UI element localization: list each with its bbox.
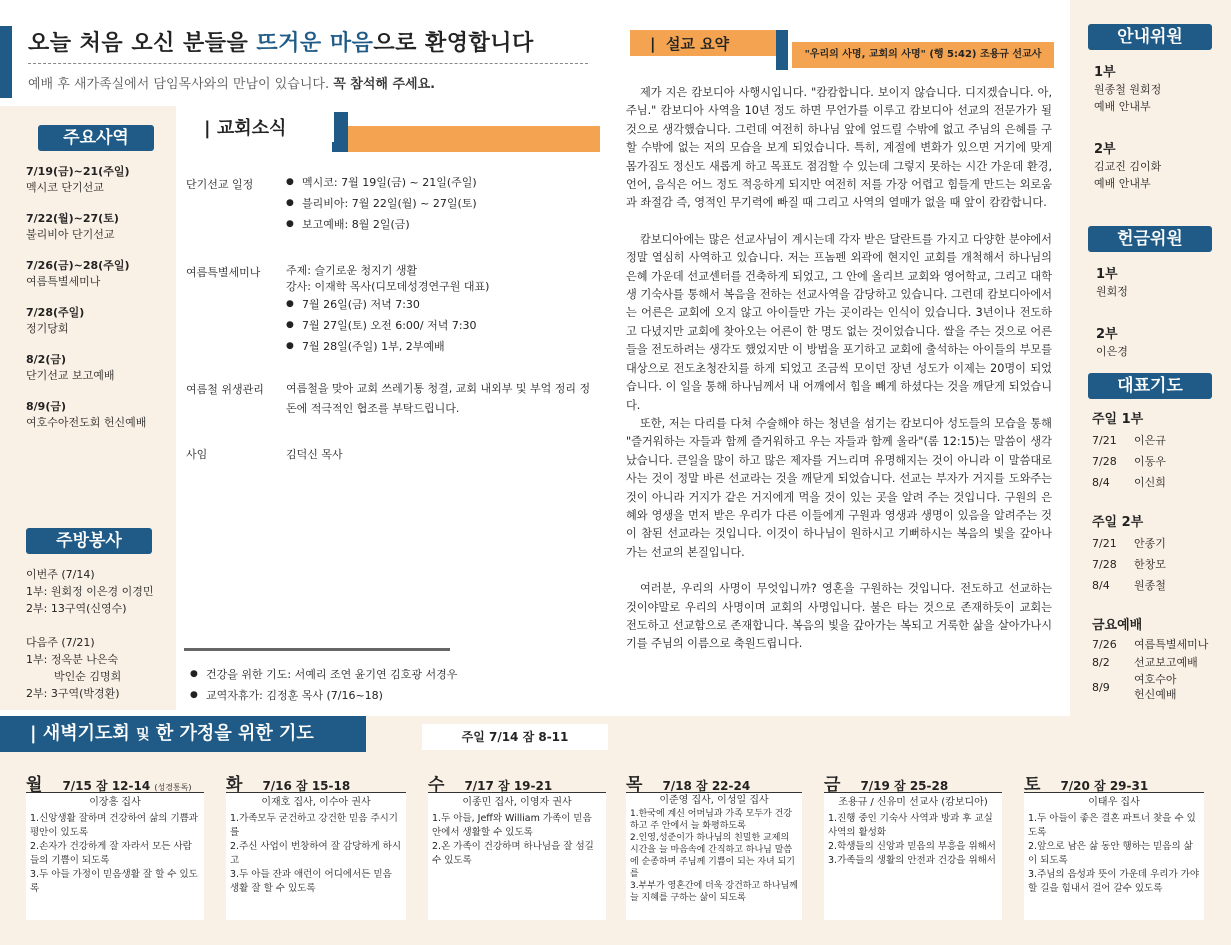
prayer-row: 8/9 여호수아 헌신예배: [1092, 673, 1177, 701]
news-seminar-topic: 주제: 슬기로운 청지기 생활: [286, 264, 418, 277]
main-events-list: [26, 164, 174, 431]
welcome-subtitle: 예배 후 새가족실에서 담임목사와의 만남이 있습니다. 꼭 참석해 주세요.: [28, 77, 436, 92]
sermon-label-blue: [776, 30, 788, 70]
event-item: 7/28(주일) 정기당회: [26, 306, 85, 335]
event-item: 7/19(금)~21(주일) 멕시코 단기선교: [26, 165, 130, 194]
rep-prayer-list: 주일 1부 7/21 이은규 7/28 이동우 8/4 이신희 주일 2부 7/21 안종기 7/28 한창모 8/4 원종철 금요예배 7/26 여름특별세미나 8/2 선교보고예배 8/9 여호수아 헌신예배: [1092, 408, 1228, 702]
day-card-mon: 월 7/15 잠 12-14 (성경통독) 이장흥 집사 1.신앙생활 잘하며 건강하여 삶의 기쁨과 평안이 있도록 2.손자가 건강하게 잘 자라서 모든 사람들의 기쁨이 되도록 3.두 아들 가정이 믿음생활 잘 할 수 있도록: [20, 762, 210, 930]
prayer-row: 7/28 한창모: [1092, 558, 1166, 571]
day-card-wed: 수 7/17 잠 19-21 이종민 집사, 이영자 권사 1.두 아들, Jeff와 William 가족이 믿음 안에서 생활할 수 있도록 2.온 가족이 건강하며 하나님을 잘 섬길 수 있도록: [422, 762, 612, 930]
news-item: ● 7월 27일(토) 오전 6:00/ 저녁 7:30: [286, 315, 596, 336]
header-accent-bar: [0, 26, 12, 98]
prayer-row: 7/26 여름특별세미나: [1092, 638, 1209, 651]
prayer-row: 7/21 안종기: [1092, 537, 1166, 550]
news-seminar-label: 여름특별세미나: [186, 266, 261, 279]
prayer-row: 7/21 이은규: [1092, 434, 1166, 447]
prayer-row: 8/4 이신희: [1092, 476, 1166, 489]
news-short-mission-list: [286, 172, 596, 235]
day-card-tue: 화 7/16 잠 15-18 이재호 집사, 이수아 권사 1.가족모두 굳건하고 강건한 믿음 주시기를 2.주신 사업이 번창하여 잘 감당하게 하시고 3.두 아들 잔과 애런이 어디에서든 믿음 생활 잘 할 수 있도록: [220, 762, 412, 930]
ushers-list: 1부 원종철 원회정 예배 안내부 2부 김교진 김이화 예배 안내부: [1094, 65, 1162, 190]
sermon-paragraph: 제가 지은 캄보디아 사행시입니다. "캄캄합니다. 보이지 않습니다. 디지겠습니다. 아, 주님." 캄보디아 사역을 10년 정도 하면 무언가를 이루고 캄보디아 선교의 전문가가 될 것으로 생각했습니다. 그런데 여전히 하나님 앞에 엎드릴 수밖에 없고 주님의 은혜를 구할 수밖에 없는 저의 모습을 보게 되었습니다. 특히, 계절에 변화가 있으면 거기에 맞게 몸가짐도 정신도 새롭게 하고 목표도 점검할 수 있는데 그렇지 못하는 시간 가운데 환경, 언어, 음식은 어느 정도 적응하게 되지만 여전히 저를 가장 어렵고 힘들게 만드는 외로움과 좌절감 즉, 영적인 무기력에 빠질 때 그리고 사역의 열매가 없을 때 앞이 캄캄합니다.: [626, 86, 1052, 210]
welcome-title: 오늘 처음 오신 분들을 뜨거운 마음으로 환영합니다: [28, 31, 534, 56]
news-header-bar: [346, 126, 600, 152]
offering-list: 1부 원회정 2부 이은경: [1096, 267, 1128, 358]
news-hygiene-text: 여름철을 맞아 교회 쓰레기통 청결, 교회 내외부 및 부엌 정리 정돈에 적극적인 협조를 부탁드립니다.: [286, 382, 591, 415]
event-item: 8/2(금) 단기선교 보고예배: [26, 353, 115, 382]
sermon-paragraph: 여러분, 우리의 사명이 무엇입니까? 영혼을 구원하는 것입니다. 전도하고 선교하는 것이야말로 우리의 사명이며 교회의 사명입니다. 불은 타는 것으로 존재하듯이 교회는 전도하고 선교함으로 존재합니다. 복음의 빛을 갚아가는 복되고 거룩한 삶을 살아가나시기를 주님의 이름으로 축원드립니다.: [626, 582, 1052, 651]
news-title: | 교회소식: [204, 118, 287, 139]
news-item: ● 7월 28일(주일) 1부, 2부예배: [286, 336, 596, 357]
news-obit-label: 사임: [186, 448, 208, 461]
offering-title: 헌금위원: [1088, 226, 1212, 252]
news-short-mission-label: 단기선교 일정: [186, 178, 254, 191]
news-obit-text: 김덕신 목사: [286, 448, 343, 461]
sermon-title: "우리의 사명, 교회의 사명" (행 5:42) 조용규 선교사: [792, 42, 1054, 68]
sermon-body: [626, 84, 1052, 672]
news-seminar-speaker: 강사: 이재학 목사(디모데성경연구원 대표): [286, 280, 490, 293]
prayer-row: 7/28 이동우: [1092, 455, 1166, 468]
prayer-row: 8/2 선교보고예배: [1092, 656, 1198, 669]
sermon-paragraph: 또한, 저는 다리를 다쳐 수술해야 하는 청년을 섬기는 캄보디아 성도들의 모습을 통해 "즐거워하는 자들과 함께 즐거워하고 우는 자들과 함께 울라"(롬 12:15)는 말씀이 생각났습니다. 큰일을 많이 하고 많은 제자를 거느리며 유명해지는 것이 아니라 이 말씀대로 사는 것이 정말 바른 선교라는 것을 깨닫게 되었습니다. 선교는 부자가 거지를 도와주는 것이 아니라 거지가 같은 거지에게 먹을 것이 있는 곳을 알려 주는 것입니다. 구원의 은혜와 영생을 먼저 받은 우리가 다른 이들에게 구원과 영생과 생명이 있음을 알려주는 것이 참된 선교라는 것입니다. 이것이 하나님이 원하시고 기뻐하시는 복음의 빛을 갚아나가는 선교의 본질입니다.: [626, 416, 1052, 559]
news-item: ● 보고예배: 8월 2일(금): [286, 214, 596, 235]
news-item: ● 블리비아: 7월 22일(월) ~ 27일(토): [286, 193, 596, 214]
news-item: ● 7월 26일(금) 저녁 7:30: [286, 294, 596, 315]
news-footer-list: [190, 664, 590, 706]
news-header-blue: [332, 112, 348, 152]
kitchen-list: 이번주 (7/14) 1부: 원회정 이은경 이경민 2부: 13구역(신영수) 다음주 (7/21) 1부: 정옥분 나은숙 박인순 김명희 2부: 3구역(박경환): [26, 568, 154, 700]
day-card-thu: 목 7/18 잠 22-24 이준영 집사, 이성일 집사 1.한국에 계신 어머님과 가족 모두가 건강하고 주 안에서 늘 화평하도록 2.인영,성준이가 하나님의 친밀한 교제의 시간을 늘 마음속에 간직하고 하나님 말씀에 순종하며 주님께 기쁨이 되는 자녀 되기를 3.부부가 영혼간에 더욱 강건하고 하나님께 늘 지혜를 구하는 삶이 되도록: [620, 762, 808, 930]
sermon-paragraph: 캄보디아에는 많은 선교사님이 계시는데 각자 받은 달란트를 가지고 다양한 분야에서 정말 열심히 사역하고 있습니다. 저는 프놈펜 외곽에 현지인 교회를 개척해서 하나님의 은혜 가운데 선교센터를 건축하게 되었고, 그 안에 올리브 교회와 영어학교, 그리고 대학생 기숙사를 통해서 복음을 전하는 선교사역을 감당하고 있습니다. 그런데 캄보디아에서는 어른은 교회에 오지 않고 아이들만 가는 곳이라는 인식이 있습니다. 3년이나 전도하고 다녔지만 교회에 찾아오는 어른이 한 명도 없는 것이었습니다. 쌀을 주는 것으로 어른들을 전도하려는 생각도 했었지만 이 방법을 포기하고 교회에 출석하는 아이들의 부모를 대상으로 전도초청잔치를 하게 되었고 조금씩 모이던 장년 성도가 이제는 20명이 되었습니다. 이 일을 통해 하나님께서 내 어깨에서 힘을 빼게 하셨다는 것을 깨닫게 되었습니다.: [626, 232, 1052, 412]
event-item: 7/26(금)~28(주일) 여름특별세미나: [26, 259, 130, 288]
sermon-label: | 설교 요약: [650, 35, 730, 53]
rep-prayer-title: 대표기도: [1088, 373, 1212, 399]
kitchen-title: 주방봉사: [26, 528, 152, 554]
news-seminar-list: [286, 294, 596, 357]
event-item: 8/9(금) 여호수아전도회 헌신예배: [26, 400, 147, 429]
news-item: ● 교역자휴가: 김정훈 목사 (7/16~18): [190, 685, 590, 706]
news-item: ● 건강을 위한 기도: 서예리 조연 윤기연 김호광 서경우: [190, 664, 590, 685]
news-hygiene-label: 여름철 위생관리: [186, 383, 264, 396]
news-divider: [184, 648, 450, 651]
main-events-title: 주요사역: [38, 125, 154, 151]
event-item: 7/22(월)~27(토) 불리비아 단기선교: [26, 212, 119, 241]
welcome-divider: [28, 63, 588, 64]
dawn-sunday: 주일 7/14 잠 8-11: [422, 724, 608, 750]
dawn-title: | 새벽기도회 및 한 가정을 위한 기도: [0, 716, 366, 752]
ushers-title: 안내위원: [1088, 24, 1212, 50]
day-card-sat: 토 7/20 잠 29-31 이태우 집사 1.두 아들이 좋은 결혼 파트너 찾을 수 있도록 2.앞으로 남은 삶 동안 행하는 믿음의 삶이 되도록 3.주님의 음성과 뜻이 가운데 우리가 가야 할 길을 힘내서 걸어 갈수 있도록: [1018, 762, 1210, 930]
day-card-fri: 금 7/19 잠 25-28 조용규 / 신유미 선교사 (캄보디아) 1.진행 중인 기숙사 사역과 방과 후 교실 사역의 활성화 2.학생들의 신앙과 믿음의 부흥을 위해서 3.가족들의 생활의 안전과 건강을 위해서: [818, 762, 1008, 930]
news-item: ● 멕시코: 7월 19일(금) ~ 21일(주일): [286, 172, 596, 193]
prayer-row: 8/4 원종철: [1092, 579, 1166, 592]
